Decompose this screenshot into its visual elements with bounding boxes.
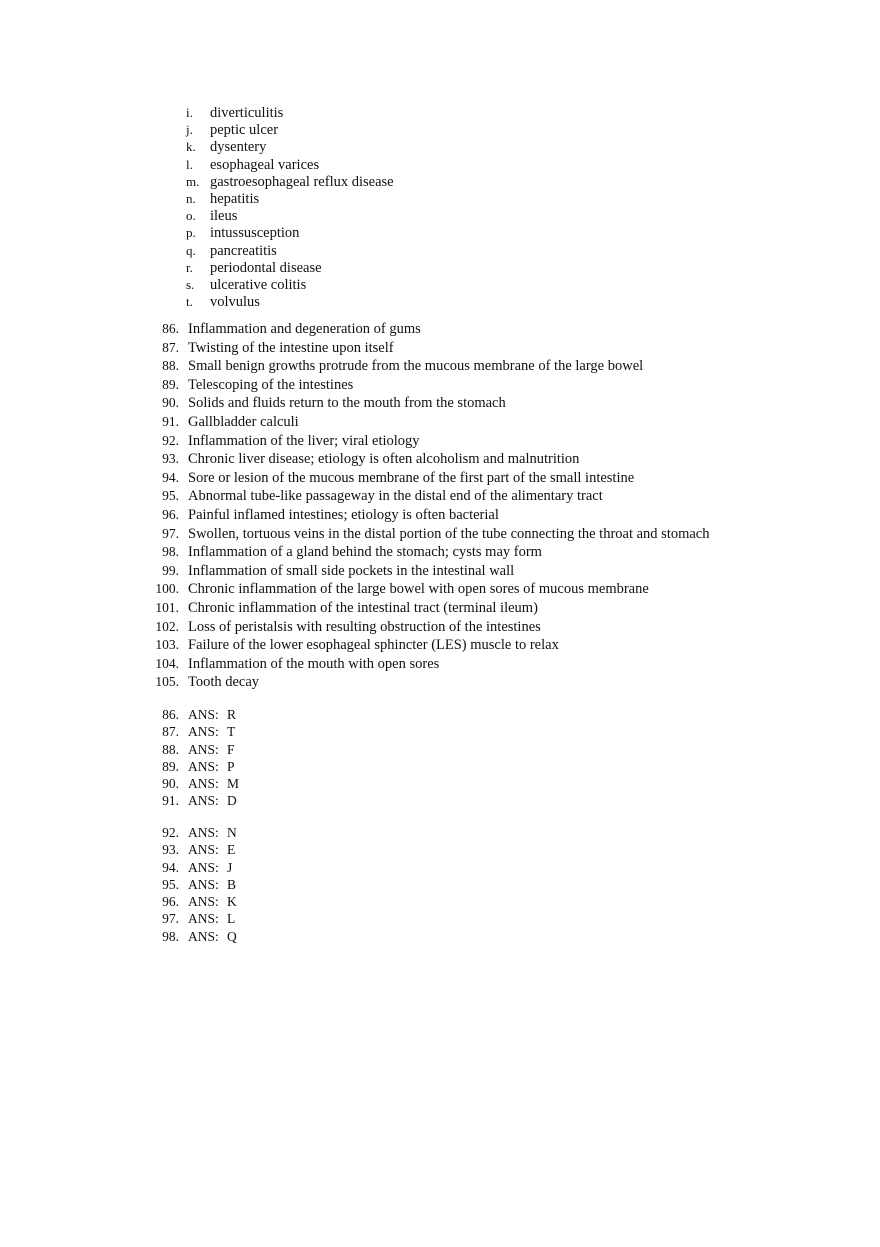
question-number: 100. xyxy=(155,581,179,597)
question-number: 101. xyxy=(155,599,179,615)
question-item xyxy=(150,543,710,562)
question-number: 93. xyxy=(162,451,179,467)
option-item xyxy=(186,259,394,276)
question-item xyxy=(150,469,710,488)
answer-item xyxy=(150,893,237,910)
question-text: Inflammation of the liver; viral etiology xyxy=(188,432,420,449)
answer-number: 96. xyxy=(162,894,179,910)
answer-number: 86. xyxy=(162,707,179,722)
answer-number: 94. xyxy=(162,859,179,875)
question-item xyxy=(150,450,710,469)
answer-letter: N xyxy=(227,825,237,840)
option-item xyxy=(186,121,394,138)
question-text: Abnormal tube-like passageway in the distal end of the alimentary tract xyxy=(188,488,603,505)
answer-prefix: ANS: xyxy=(188,825,219,840)
question-number: 89. xyxy=(162,376,179,392)
option-text: pancreatitis xyxy=(210,242,277,259)
question-item xyxy=(150,562,710,581)
question-text: Inflammation of small side pockets in the intestinal wall xyxy=(188,562,515,579)
question-text: Swollen, tortuous veins in the distal portion of the tube connecting the throat and stomach xyxy=(188,525,710,542)
question-text: Sore or lesion of the mucous membrane of the first part of the small intestine xyxy=(188,469,635,486)
option-letter: n. xyxy=(186,190,196,206)
answer-prefix: ANS: xyxy=(188,741,219,757)
answer-letter: T xyxy=(227,724,236,740)
question-item xyxy=(150,394,710,413)
answer-item xyxy=(150,758,239,775)
option-text: peptic ulcer xyxy=(210,122,279,139)
question-text: Telescoping of the intestines xyxy=(188,376,354,393)
question-number: 90. xyxy=(162,395,179,411)
question-text: Chronic inflammation of the intestinal tract (terminal ileum) xyxy=(188,599,538,616)
option-text: dysentery xyxy=(210,139,267,156)
question-item xyxy=(150,357,710,376)
answer-item xyxy=(150,706,239,723)
question-text: Twisting of the intestine upon itself xyxy=(188,339,394,356)
option-item xyxy=(186,224,394,241)
option-letter: i. xyxy=(186,105,193,120)
question-item xyxy=(150,487,710,506)
answer-key-block-1 xyxy=(150,706,239,810)
option-letter: q. xyxy=(186,242,196,258)
question-item xyxy=(150,636,710,655)
answer-number: 88. xyxy=(162,741,179,757)
question-number: 105. xyxy=(155,674,179,690)
answer-item xyxy=(150,792,239,809)
option-text: ulcerative colitis xyxy=(210,276,307,293)
answer-prefix: ANS: xyxy=(188,894,219,910)
answer-letter: P xyxy=(227,758,235,774)
question-item xyxy=(150,339,710,358)
question-item xyxy=(150,599,710,618)
option-text: diverticulitis xyxy=(210,105,284,121)
answer-number: 93. xyxy=(162,842,179,858)
answer-prefix: ANS: xyxy=(188,928,219,944)
question-number: 102. xyxy=(155,618,179,634)
question-number: 97. xyxy=(162,525,179,541)
answer-letter: Q xyxy=(227,928,237,944)
option-letter: k. xyxy=(186,139,196,155)
option-text: hepatitis xyxy=(210,190,260,207)
question-number: 104. xyxy=(155,655,179,671)
option-item xyxy=(186,138,394,155)
answer-number: 89. xyxy=(162,758,179,774)
answer-prefix: ANS: xyxy=(188,842,219,858)
answer-letter: M xyxy=(227,776,240,792)
question-item xyxy=(150,618,710,637)
question-number: 88. xyxy=(162,358,179,374)
answer-item xyxy=(150,876,237,893)
question-number: 86. xyxy=(162,321,179,336)
question-number: 95. xyxy=(162,488,179,504)
answer-item xyxy=(150,910,237,927)
option-item xyxy=(186,293,394,310)
option-letter: m. xyxy=(186,173,200,189)
question-text: Inflammation of the mouth with open sores xyxy=(188,655,440,672)
answer-item xyxy=(150,723,239,740)
answer-item xyxy=(150,928,237,945)
question-text: Failure of the lower esophageal sphincter (LES) muscle to relax xyxy=(188,637,559,654)
matching-options-list xyxy=(186,104,394,310)
option-item xyxy=(186,173,394,190)
question-number: 91. xyxy=(162,413,179,429)
answer-letter: L xyxy=(227,911,236,927)
answer-item xyxy=(150,859,237,876)
option-text: periodontal disease xyxy=(210,259,322,276)
answer-item xyxy=(150,824,237,841)
answer-item xyxy=(150,741,239,758)
answer-number: 92. xyxy=(162,825,179,840)
question-number: 99. xyxy=(162,562,179,578)
question-item xyxy=(150,320,710,339)
question-text: Chronic inflammation of the large bowel with open sores of mucous membrane xyxy=(188,581,649,598)
option-item xyxy=(186,207,394,224)
option-item xyxy=(186,156,394,173)
question-number: 92. xyxy=(162,432,179,448)
option-item xyxy=(186,104,394,121)
question-number: 98. xyxy=(162,544,179,560)
option-letter: t. xyxy=(186,294,193,310)
question-list xyxy=(150,320,710,692)
answer-prefix: ANS: xyxy=(188,707,219,722)
question-text: Gallbladder calculi xyxy=(188,413,299,430)
option-item xyxy=(186,242,394,259)
option-letter: r. xyxy=(186,259,193,275)
question-item xyxy=(150,580,710,599)
answer-letter: K xyxy=(227,894,237,910)
question-text: Chronic liver disease; etiology is often alcoholism and malnutrition xyxy=(188,451,580,468)
question-number: 96. xyxy=(162,506,179,522)
question-item xyxy=(150,413,710,432)
answer-number: 95. xyxy=(162,876,179,892)
answer-letter: F xyxy=(227,741,235,757)
option-item xyxy=(186,276,394,293)
option-letter: o. xyxy=(186,208,196,224)
answer-number: 87. xyxy=(162,724,179,740)
question-number: 87. xyxy=(162,339,179,355)
answer-prefix: ANS: xyxy=(188,859,219,875)
option-text: intussusception xyxy=(210,225,300,242)
question-item xyxy=(150,655,710,674)
answer-letter: R xyxy=(227,707,237,722)
answer-letter: B xyxy=(227,876,237,892)
question-item xyxy=(150,525,710,544)
question-text: Small benign growths protrude from the mucous membrane of the large bowel xyxy=(188,358,644,375)
answer-number: 98. xyxy=(162,928,179,944)
answer-letter: D xyxy=(227,793,237,809)
answer-item xyxy=(150,841,237,858)
answer-prefix: ANS: xyxy=(188,724,219,740)
answer-key-block-2 xyxy=(150,824,237,945)
question-number: 103. xyxy=(155,637,179,653)
answer-item xyxy=(150,775,239,792)
option-text: gastroesophageal reflux disease xyxy=(210,173,394,190)
question-text: Inflammation and degeneration of gums xyxy=(188,321,421,337)
answer-prefix: ANS: xyxy=(188,793,219,809)
answer-letter: E xyxy=(227,842,236,858)
option-letter: j. xyxy=(186,122,193,138)
answer-number: 97. xyxy=(162,911,179,927)
answer-number: 91. xyxy=(162,793,179,809)
question-item xyxy=(150,506,710,525)
option-letter: p. xyxy=(186,225,196,241)
option-item xyxy=(186,190,394,207)
question-item xyxy=(150,432,710,451)
question-text: Tooth decay xyxy=(188,674,260,691)
question-item xyxy=(150,673,710,692)
option-text: esophageal varices xyxy=(210,156,320,173)
answer-prefix: ANS: xyxy=(188,776,219,792)
question-number: 94. xyxy=(162,469,179,485)
question-text: Loss of peristalsis with resulting obstruction of the intestines xyxy=(188,618,541,635)
option-text: volvulus xyxy=(210,294,260,311)
question-text: Inflammation of a gland behind the stomach; cysts may form xyxy=(188,544,542,561)
question-item xyxy=(150,376,710,395)
option-letter: s. xyxy=(186,276,195,292)
answer-prefix: ANS: xyxy=(188,876,219,892)
answer-number: 90. xyxy=(162,776,179,792)
option-text: ileus xyxy=(210,208,238,225)
option-letter: l. xyxy=(186,156,193,172)
question-text: Solids and fluids return to the mouth from the stomach xyxy=(188,395,506,412)
answer-prefix: ANS: xyxy=(188,758,219,774)
answer-prefix: ANS: xyxy=(188,911,219,927)
question-text: Painful inflamed intestines; etiology is often bacterial xyxy=(188,506,499,523)
answer-letter: J xyxy=(227,859,233,875)
